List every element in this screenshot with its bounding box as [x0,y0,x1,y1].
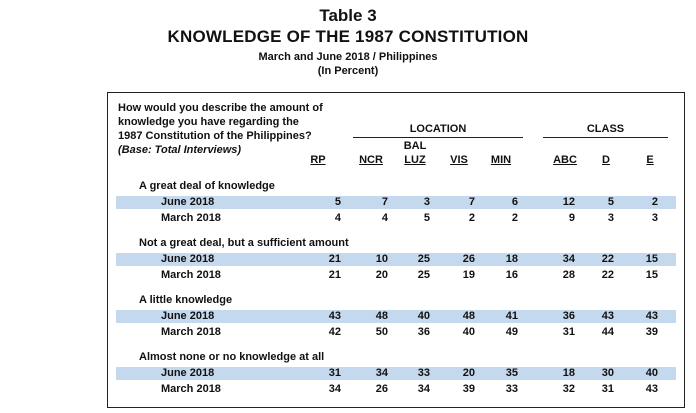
table-cell: 25 [417,269,430,281]
row-label: March 2018 [161,212,221,224]
table-cell: 7 [468,196,475,208]
table-cell: 42 [328,326,341,338]
table-unit: (In Percent) [317,65,379,77]
table-cell: 34 [417,383,430,395]
table-cell: 33 [505,383,518,395]
question-line-1: How would you describe the amount of [118,102,323,114]
table-cell: 41 [505,310,518,322]
table-cell: 40 [417,310,430,322]
col-header-d: D [602,154,610,166]
table-cell: 16 [505,269,518,281]
table-cell: 40 [462,326,475,338]
class-group-rule [543,137,668,138]
row-label: June 2018 [161,367,215,379]
table-cell: 32 [562,383,575,395]
table-cell: 43 [645,310,658,322]
table-cell: 19 [462,269,475,281]
table-row [116,196,676,209]
table-cell: 3 [423,196,430,208]
survey-table [107,92,685,408]
table-cell: 3 [607,212,614,224]
col-header-e: E [646,154,654,166]
table-cell: 33 [417,367,430,379]
table-cell: 4 [334,212,341,224]
table-number: Table 3 [319,6,377,25]
col-header-vis: VIS [450,154,468,166]
table-cell: 15 [645,269,658,281]
table-cell: 48 [462,310,475,322]
table-cell: 6 [511,196,518,208]
table-cell: 49 [505,326,518,338]
table-cell: 3 [651,212,658,224]
table-cell: 18 [505,253,518,265]
table-cell: 44 [601,326,614,338]
table-row [116,310,676,323]
table-cell: 4 [381,212,388,224]
table-cell: 34 [375,367,388,379]
col-header-rp: RP [310,154,326,166]
table-cell: 35 [505,367,518,379]
table-cell: 21 [328,269,341,281]
table-row [116,383,676,396]
table-cell: 25 [417,253,430,265]
table-cell: 20 [462,367,475,379]
table-row [116,212,676,225]
table-cell: 12 [562,196,575,208]
category-label: A great deal of knowledge [139,180,275,192]
col-header-ncr: NCR [359,154,383,166]
table-cell: 10 [375,253,388,265]
row-label: March 2018 [161,326,221,338]
category-label: Not a great deal, but a sufficient amount [139,237,349,249]
table-title: KNOWLEDGE OF THE 1987 CONSTITUTION [167,27,529,46]
table-cell: 43 [328,310,341,322]
table-cell: 7 [381,196,388,208]
table-row [116,367,676,380]
location-group-rule [353,137,523,138]
row-label: June 2018 [161,310,215,322]
location-group-header: LOCATION [409,123,467,135]
table-row [116,253,676,266]
row-label: June 2018 [161,196,215,208]
question-line-3: 1987 Constitution of the Philippines? [118,130,312,142]
table-cell: 2 [511,212,518,224]
col-header-luz: LUZ [404,154,426,166]
table-cell: 30 [601,367,614,379]
question-line-2: knowledge you have regarding the [118,116,299,128]
col-header-abc: ABC [553,154,577,166]
table-row [116,269,676,282]
table-cell: 2 [651,196,658,208]
table-cell: 9 [568,212,575,224]
table-cell: 22 [601,269,614,281]
table-cell: 36 [417,326,430,338]
table-cell: 36 [562,310,575,322]
col-header-bal: BAL [403,140,427,152]
table-cell: 26 [375,383,388,395]
row-label: June 2018 [161,253,215,265]
table-cell: 43 [601,310,614,322]
table-cell: 34 [328,383,341,395]
table-cell: 48 [375,310,388,322]
table-cell: 5 [334,196,341,208]
table-cell: 39 [462,383,475,395]
question-base: (Base: Total Interviews) [118,144,242,156]
table-subtitle: March and June 2018 / Philippines [258,51,438,63]
table-cell: 2 [468,212,475,224]
table-cell: 39 [645,326,658,338]
row-label: March 2018 [161,383,221,395]
class-group-header: CLASS [586,123,625,135]
category-label: A little knowledge [139,294,233,306]
table-cell: 31 [562,326,575,338]
category-label: Almost none or no knowledge at all [139,351,325,363]
row-label: March 2018 [161,269,221,281]
table-cell: 5 [423,212,430,224]
table-cell: 20 [375,269,388,281]
table-cell: 18 [562,367,575,379]
table-cell: 34 [562,253,575,265]
table-cell: 26 [462,253,475,265]
table-cell: 40 [645,367,658,379]
table-cell: 5 [607,196,614,208]
table-cell: 15 [645,253,658,265]
table-cell: 43 [645,383,658,395]
table-cell: 31 [328,367,341,379]
table-cell: 21 [328,253,341,265]
table-cell: 22 [601,253,614,265]
table-cell: 31 [601,383,614,395]
table-row [116,326,676,339]
col-header-min: MIN [490,154,512,166]
table-cell: 50 [375,326,388,338]
table-cell: 28 [562,269,575,281]
